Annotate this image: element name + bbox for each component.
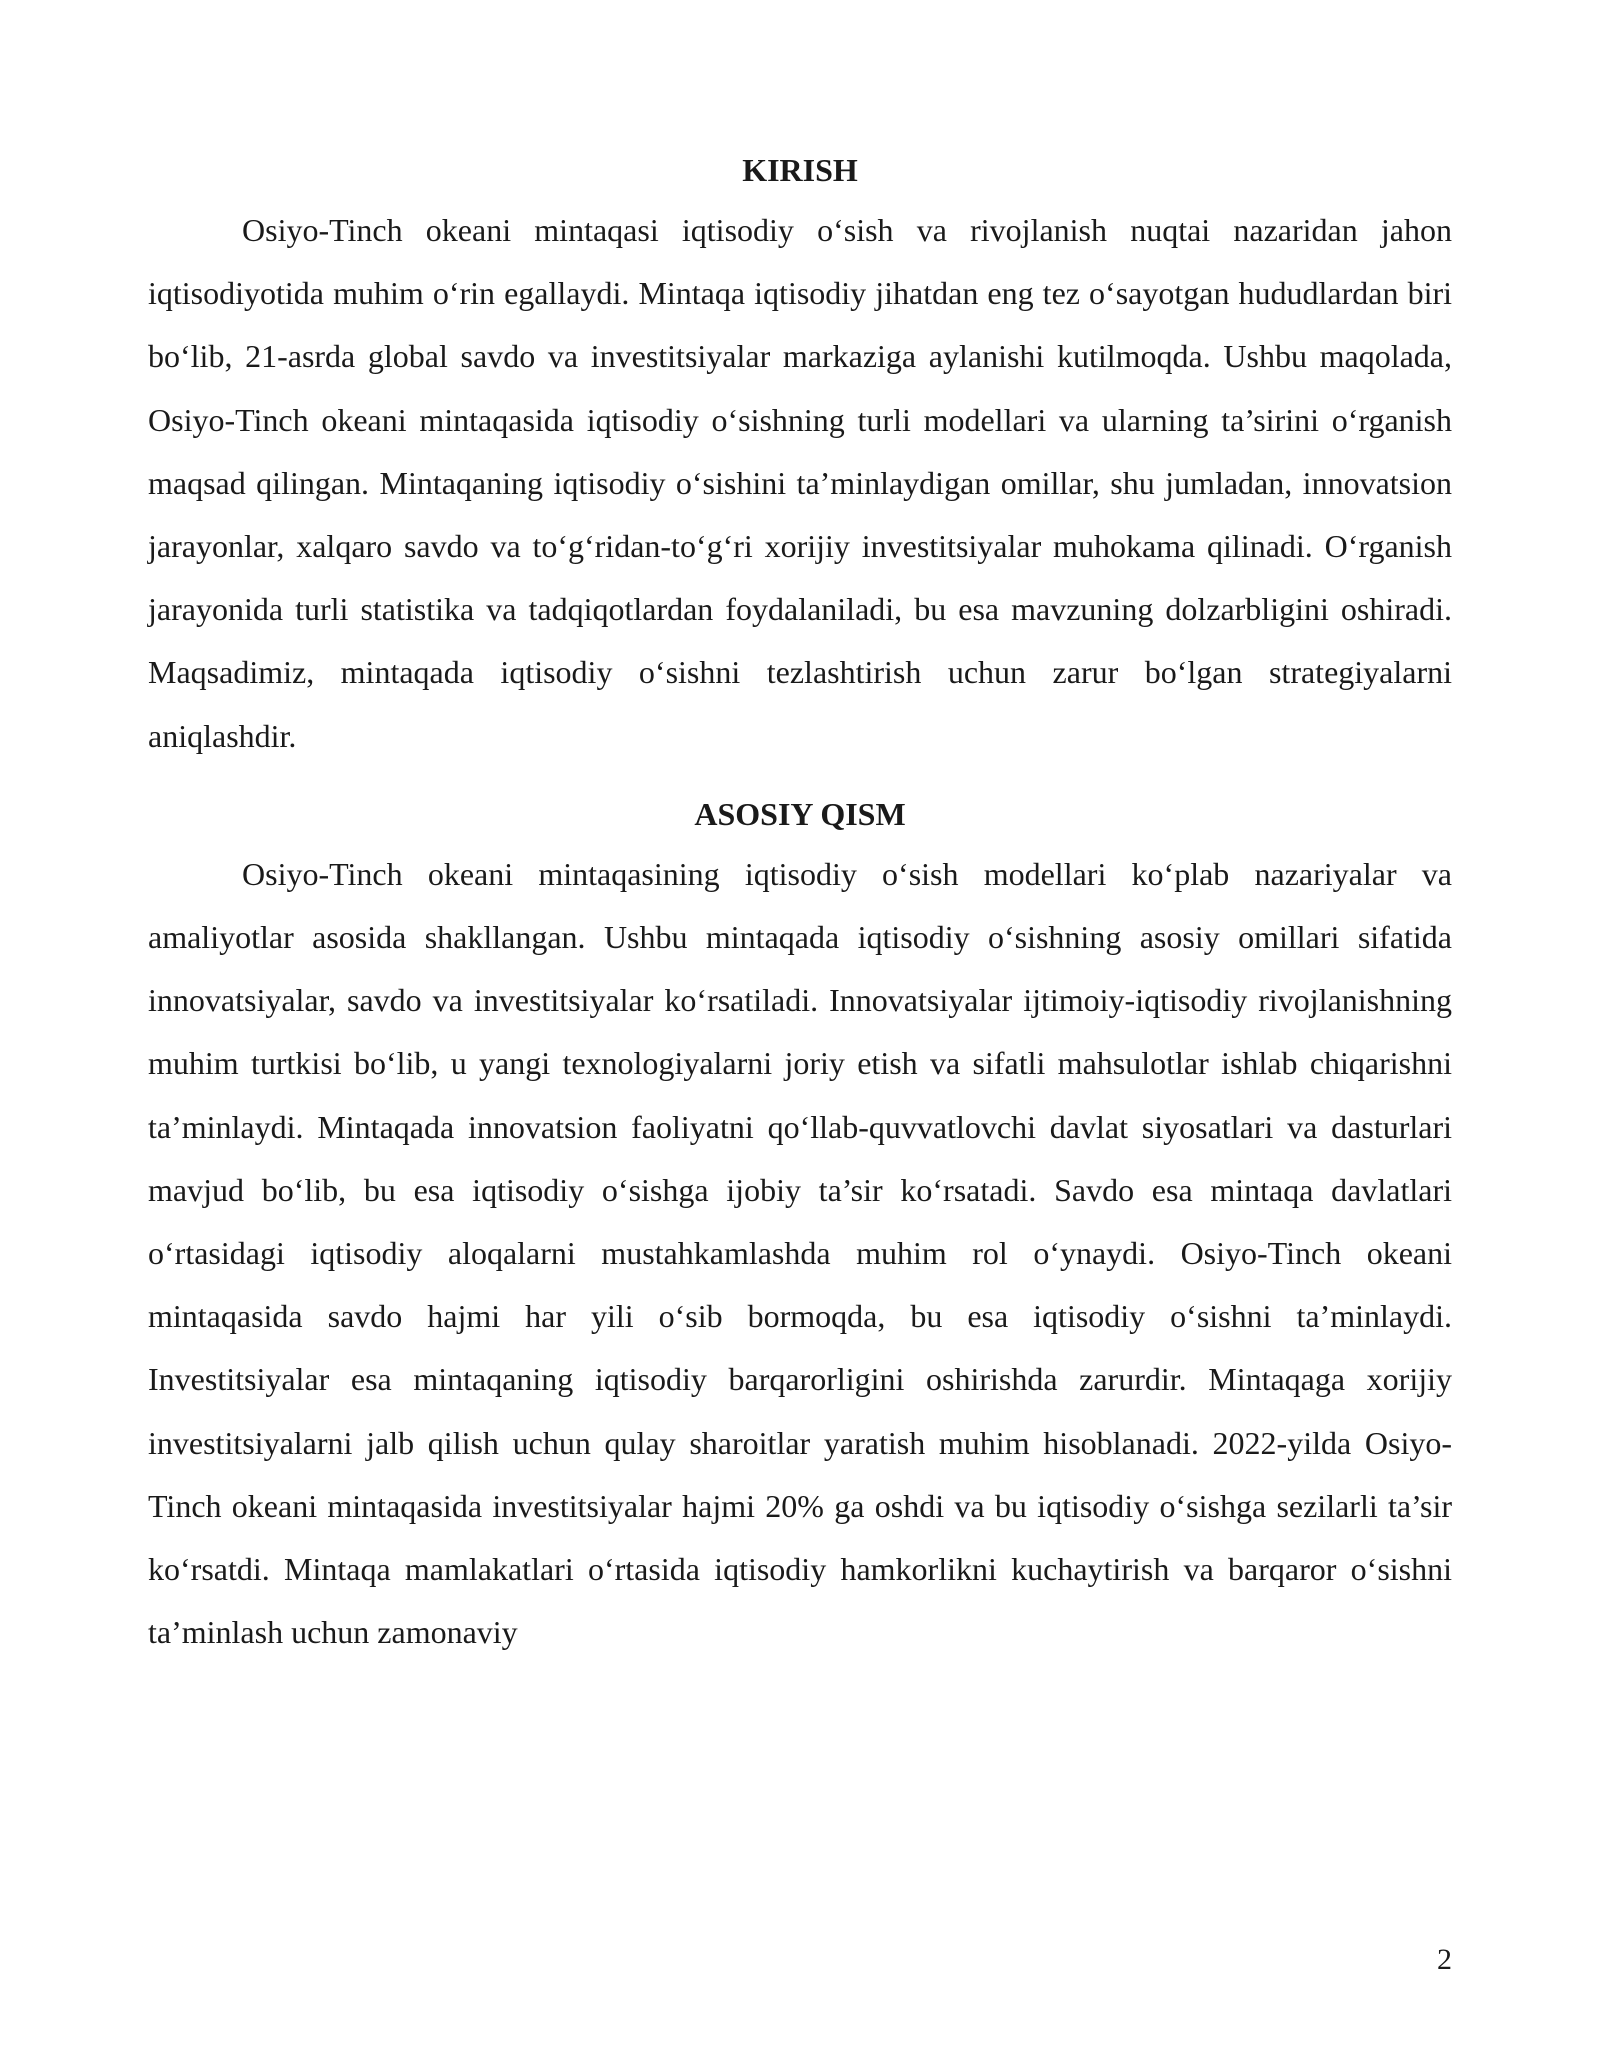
section-paragraph-kirish: Osiyo-Tinch okeani mintaqasi iqtisodiy o‘sish va rivojlanish nuqtai nazaridan jahon iqtisodiyotida muhim o‘rin egallaydi. Mintaqa iqtisodiy jihatdan eng tez o‘sayotgan hududlardan biri bo‘lib, 21-asrda global savdo va investitsiyalar markaziga aylanishi kutilmoqda. Ushbu maqolada, Osiyo-Tinch okeani mintaqasida iqtisodiy o‘sishning turli modellari va ularning ta’sirini o‘rganish maqsad qilingan. Mintaqaning iqtisodiy o‘sishini ta’minlaydigan omillar, shu jumladan, innovatsion jarayonlar, xalqaro savdo va to‘g‘ridan-to‘g‘ri xorijiy investitsiyalar muhokama qilinadi. O‘rganish jarayonida turli statistika va tadqiqotlardan foydalaniladi, bu esa mavzuning dolzarbligini oshiradi. Maqsadimiz, mintaqada iqtisodiy o‘sishni tezlashtirish uchun zarur bo‘lgan strategiyalarni aniqlashdir. [148, 212, 1452, 754]
page-number: 2 [1437, 1943, 1452, 1976]
document-page [148, 146, 1452, 1664]
section-heading-asosiy-qism: ASOSIY QISM [694, 795, 906, 832]
section-heading-kirish: KIRISH [742, 152, 858, 188]
section-paragraph-asosiy-qism: Osiyo-Tinch okeani mintaqasining iqtisodiy o‘sish modellari ko‘plab nazariyalar va amaliyotlar asosida shakllangan. Ushbu mintaqada iqtisodiy o‘sishning asosiy omillari sifatida innovatsiyalar, savdo va investitsiyalar ko‘rsatiladi. Innovatsiyalar ijtimoiy-iqtisodiy rivojlanishning muhim turtkisi bo‘lib, u yangi texnologiyalarni joriy etish va sifatli mahsulotlar ishlab chiqarishni ta’minlaydi. Mintaqada innovatsion faoliyatni qo‘llab-quvvatlovchi davlat siyosatlari va dasturlari mavjud bo‘lib, bu esa iqtisodiy o‘sishga ijobiy ta’sir ko‘rsatadi. Savdo esa mintaqa davlatlari o‘rtasidagi iqtisodiy aloqalarni mustahkamlashda muhim rol o‘ynaydi. Osiyo-Tinch okeani mintaqasida savdo hajmi har yili o‘sib bormoqda, bu esa iqtisodiy o‘sishni ta’minlaydi. Investitsiyalar esa mintaqaning iqtisodiy barqarorligini oshirishda zarurdir. Mintaqaga xorijiy investitsiyalarni jalb qilish uchun qulay sharoitlar yaratish muhim hisoblanadi. 2022-yilda Osiyo-Tinch okeani mintaqasida investitsiyalar hajmi 20% ga oshdi va bu iqtisodiy o‘sishga sezilarli ta’sir ko‘rsatdi. Mintaqa mamlakatlari o‘rtasida iqtisodiy hamkorlikni kuchaytirish va barqaror o‘sishni ta’minlash uchun zamonaviy [148, 855, 1452, 1651]
